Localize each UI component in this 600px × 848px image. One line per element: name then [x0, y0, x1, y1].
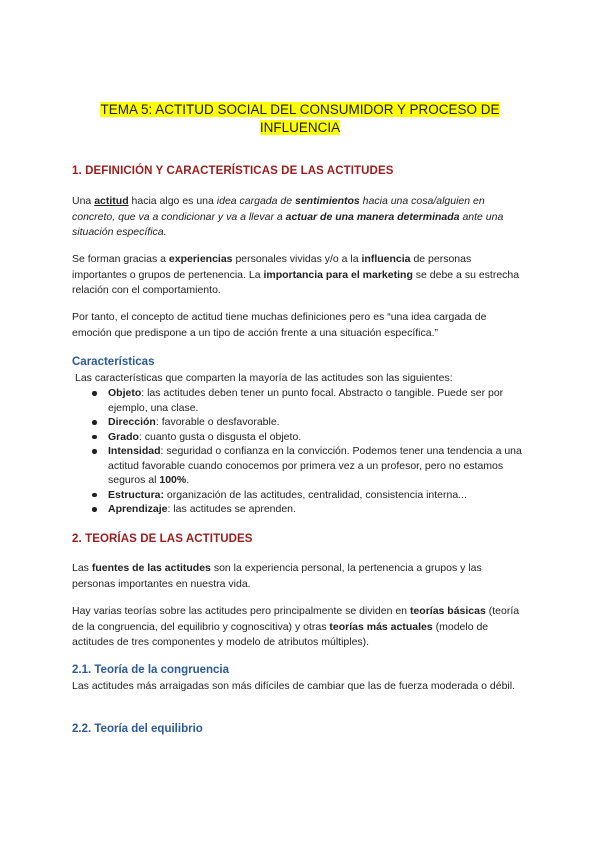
concept-paragraph: Por tanto, el concepto de actitud tiene muchas definiciones pero es “una idea cargada de emoción que predispone a un tipo de acción frente a una situación específica.” [72, 311, 487, 339]
formation-paragraph: Se forman gracias a experiencias personales vividas y/o a la influencia de personas importantes o grupos de pertenencia. La importancia para el marketing se debe a su estrecha relación con el comportamiento. [72, 253, 520, 296]
characteristics-list [72, 386, 528, 517]
list-item: Estructura: organización de las actitudes, centralidad, consistencia interna... [72, 488, 528, 503]
list-item: Objeto: las actitudes deben tener un punto focal. Abstracto o tangible. Puede ser por ejemplo, una clase. [72, 386, 528, 415]
theories-paragraph: Hay varias teorías sobre las actitudes pero principalmente se dividen en teorías básicas (teoría de la congruencia, del equilibrio y cognoscitiva) y otras teorías más actuales (modelo de actitudes de tres componentes y modelo de atributos múltiples). [72, 605, 520, 648]
list-item: Aprendizaje: las actitudes se aprenden. [72, 502, 528, 517]
document-title-line2: INFLUENCIA [259, 120, 341, 135]
section-2-heading: 2. TEORÍAS DE LAS ACTITUDES [72, 533, 253, 545]
section-1-heading: 1. DEFINICIÓN Y CARACTERÍSTICAS DE LAS ACTITUDES [72, 165, 394, 177]
document-title-line1: TEMA 5: ACTITUD SOCIAL DEL CONSUMIDOR Y PROCESO DE [100, 102, 500, 117]
characteristics-intro: Las características que comparten la mayoría de las actitudes son las siguientes: [75, 372, 453, 384]
list-item: Intensidad: seguridad o confianza en la convicción. Podemos tener una tendencia a una actitud favorable cuando conocemos por primera vez a un profesor, pero no estamos seguros al 100%. [72, 444, 528, 488]
congruence-theory-heading: 2.1. Teoría de la congruencia [72, 664, 230, 676]
congruence-theory-text: Las actitudes más arraigadas son más difíciles de cambiar que las de fuerza moderada o débil. [72, 680, 515, 692]
list-item: Dirección: favorable o desfavorable. [72, 415, 528, 430]
characteristics-heading: Características [72, 356, 155, 368]
list-item: Grado: cuanto gusta o disgusta el objeto. [72, 430, 528, 445]
sources-paragraph: Las fuentes de las actitudes son la experiencia personal, la pertenencia a grupos y las personas importantes en nuestra vida. [72, 562, 482, 590]
equilibrium-theory-heading: 2.2. Teoría del equilibrio [72, 723, 203, 735]
document-title [96, 101, 504, 137]
definition-paragraph: Una actitud hacia algo es una idea cargada de sentimientos hacia una cosa/alguien en concreto, que va a condicionar y va a llevar a actuar de una manera determinada ante una situación específica. [72, 195, 504, 238]
term-actitud: actitud [94, 195, 129, 207]
